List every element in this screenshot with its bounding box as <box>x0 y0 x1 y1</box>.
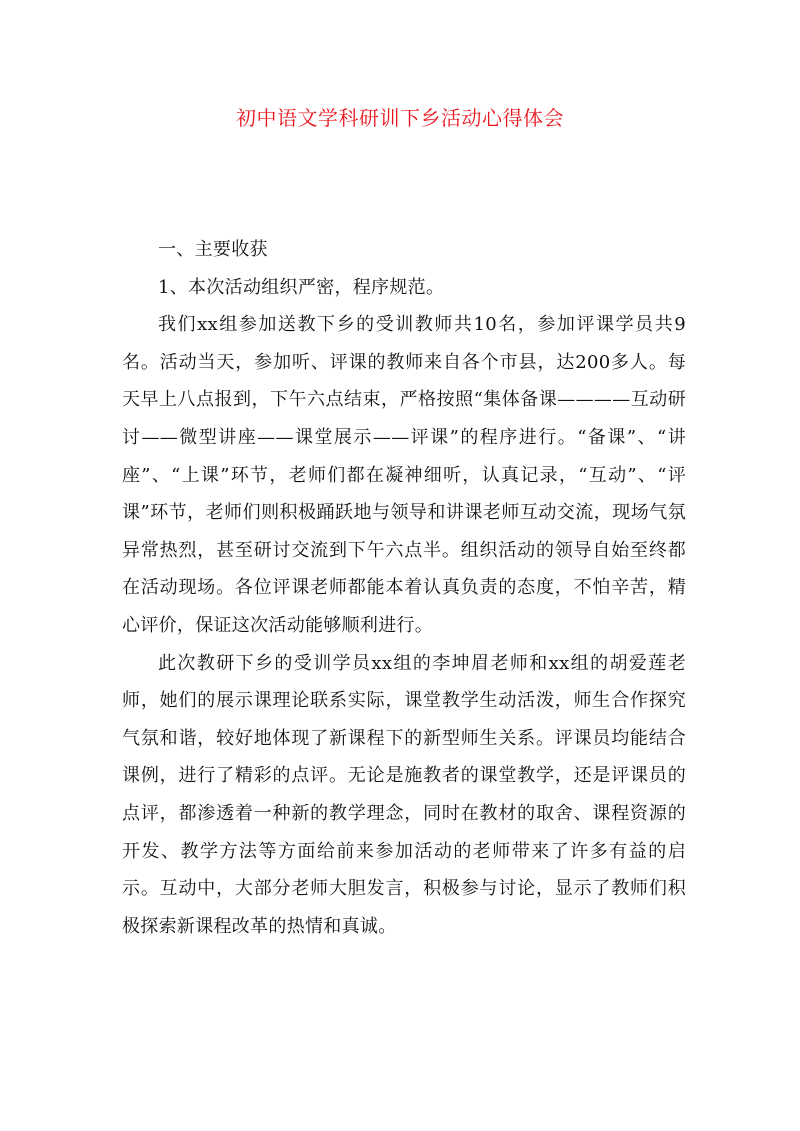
section-heading: 一、主要收获 <box>158 239 268 260</box>
document-body <box>122 231 686 945</box>
document-title: 初中语文学科研训下乡活动心得体会 <box>236 106 564 130</box>
body-paragraph-1: 我们xx组参加送教下乡的受训教师共10名，参加评课学员共9名。活动当天，参加听、评课的教师来自各个市县，达200多人。每天早上八点报到，下午六点结束，严格按照“集体备课————互动研讨——微型讲座——课堂展示——评课”的程序进行。“备课”、“讲座”、“上课”环节，老师们都在凝神细听，认真记录，“互动”、“评课”环节，老师们则积极踊跃地与领导和讲课老师互动交流，现场气氛异常热烈，甚至研讨交流到下午六点半。组织活动的领导自始至终都在活动现场。各位评课老师都能本着认真负责的态度，不怕辛苦，精心评价，保证这次活动能够顺利进行。 <box>122 314 686 636</box>
subsection-heading: 1、本次活动组织严密，程序规范。 <box>158 276 445 298</box>
body-paragraph-2: 此次教研下乡的受训学员xx组的李坤眉老师和xx组的胡爱莲老师，她们的展示课理论联系实际，课堂教学生动活泼，师生合作探究气氛和谐，较好地体现了新课程下的新型师生关系。评课员均能结合课例，进行了精彩的点评。无论是施教者的课堂教学，还是评课员的点评，都渗透着一种新的教学理念，同时在教材的取舍、课程资源的开发、教学方法等方面给前来参加活动的老师带来了许多有益的启示。互动中，大部分老师大胆发言，积极参与讨论，显示了教师们积极探索新课程改革的热情和真诚。 <box>122 652 686 937</box>
